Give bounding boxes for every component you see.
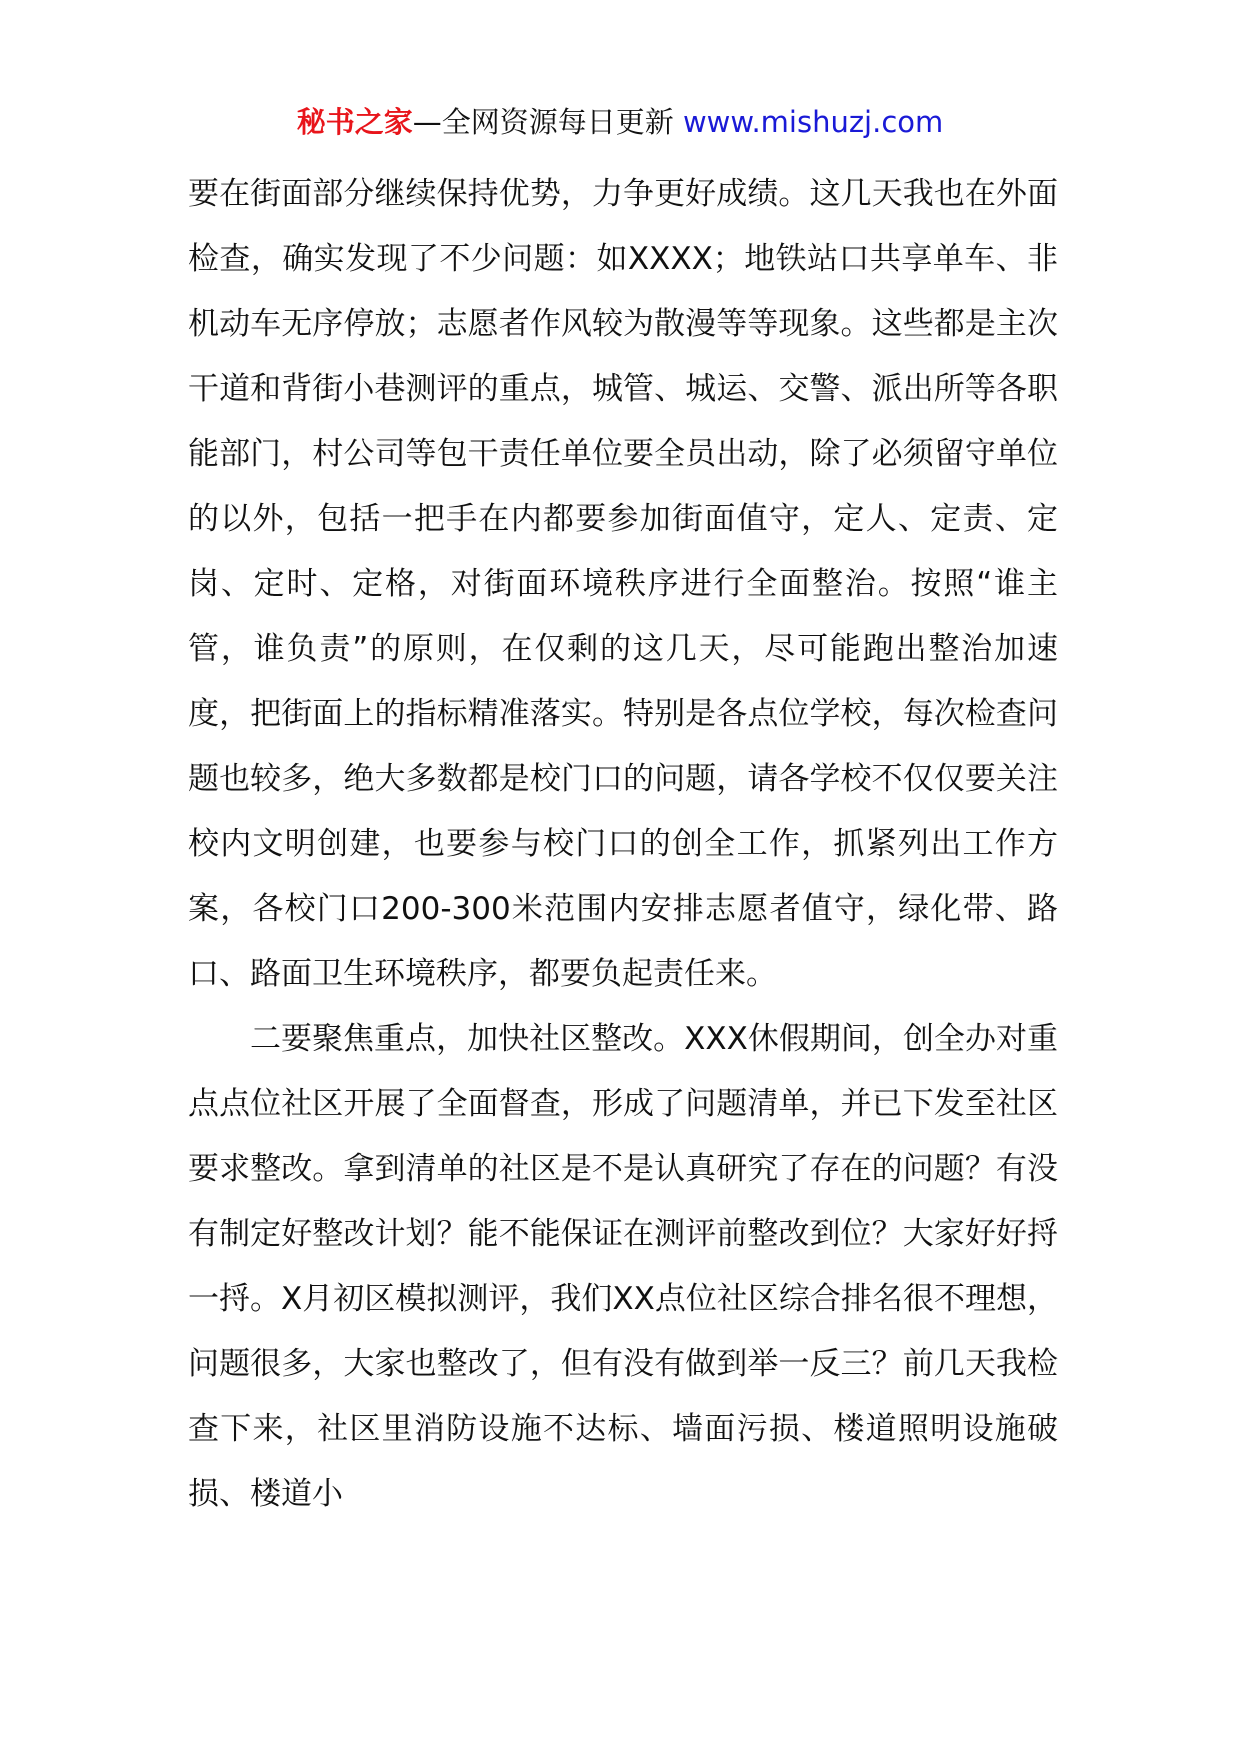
watermark-header xyxy=(0,100,1240,144)
paragraph-continued: 要在街面部分继续保持优势，力争更好成绩。这几天我也在外面检查，确实发现了不少问题：如XXXX；地铁站口共享单车、非机动车无序停放；志愿者作风较为散漫等等现象。这些都是主次干道和背街小巷测评的重点，城管、城运、交警、派出所等各职能部门，村公司等包干责任单位要全员出动，除了必须留守单位的以外，包括一把手在内都要参加街面值守，定人、定责、定岗、定时、定格，对街面环境秩序进行全面整治。按照“谁主管，谁负责”的原则，在仅剩的这几天，尽可能跑出整治加速度，把街面上的指标精准落实。特别是各点位学校，每次检查问题也较多，绝大多数都是校门口的问题，请各学校不仅仅要关注校内文明创建，也要参与校门口的创全工作，抓紧列出工作方案，各校门口200-300米范围内安排志愿者值守，绿化带、路口、路面卫生环境秩序，都要负起责任来。 xyxy=(188,176,1058,992)
site-tagline: —全网资源每日更新 xyxy=(412,105,674,139)
paragraph-second-point: 二要聚焦重点，加快社区整改。XXX休假期间，创全办对重点点位社区开展了全面督查，形成了问题清单，并已下发至社区要求整改。拿到清单的社区是不是认真研究了存在的问题？有没有制定好整改计划？能不能保证在测评前整改到位？大家好好捋一捋。X月初区模拟测评，我们XX点位社区综合排名很不理想，问题很多，大家也整改了，但有没有做到举一反三？前几天我检查下来，社区里消防设施不达标、墙面污损、楼道照明设施破损、楼道小 xyxy=(188,1021,1058,1512)
site-url-link[interactable]: www.mishuzj.com xyxy=(682,105,944,139)
document-body xyxy=(188,162,1058,1527)
site-brand: 秘书之家 xyxy=(296,105,413,139)
